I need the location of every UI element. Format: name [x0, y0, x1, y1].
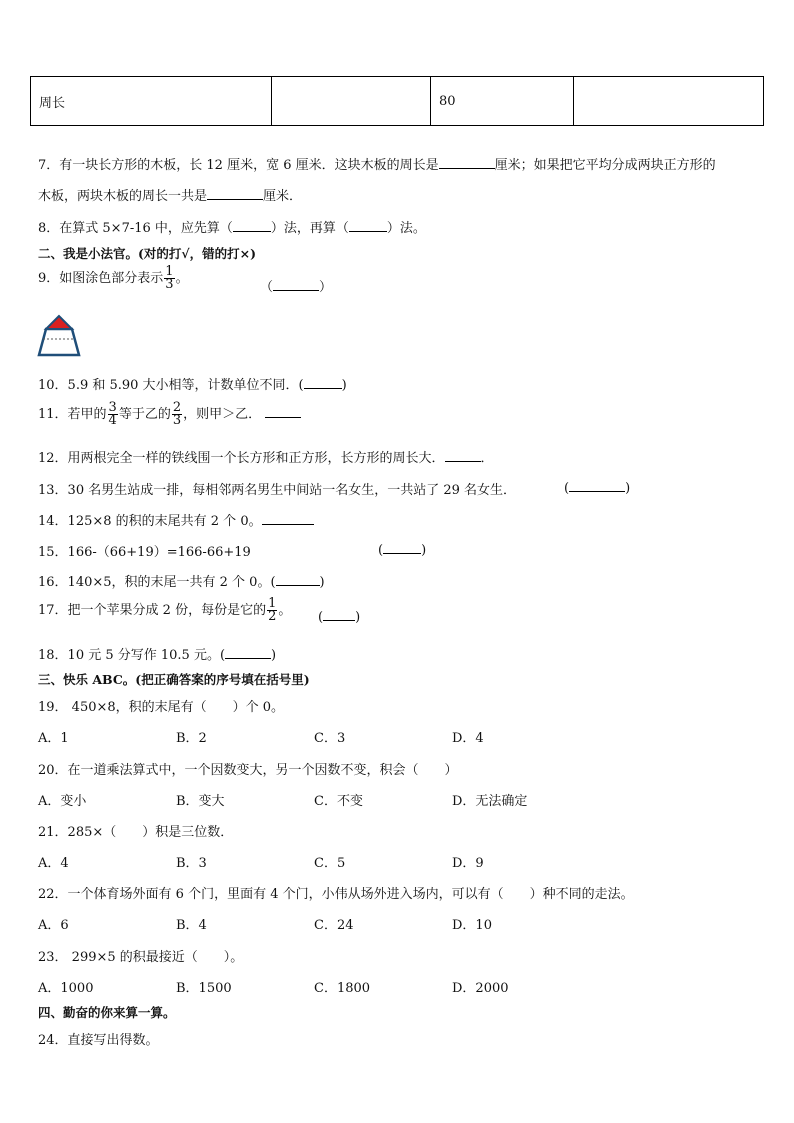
fraction: $\frac{3}{4}$	[108, 400, 117, 428]
answer-blank[interactable]	[569, 479, 625, 492]
table-cell: 80	[431, 77, 574, 126]
answer-blank[interactable]	[383, 541, 421, 554]
answer-blank[interactable]	[349, 219, 387, 232]
question-17-answer: ( )	[318, 610, 361, 625]
question-24: 24．直接写出得数。	[38, 1033, 159, 1048]
question-12: 12．用两根完全一样的铁线围一个长方形和正方形，长方形的周长大． ．	[38, 451, 494, 466]
table-cell: 周长	[31, 77, 272, 126]
option-d[interactable]: D．10	[452, 918, 492, 933]
fraction: $\frac{1}{3}$	[165, 264, 174, 292]
fraction: $\frac{1}{2}$	[268, 596, 277, 624]
question-17: 17．把一个苹果分成 2 份，每份是它的 $\frac{1}{2}$ 。	[38, 596, 292, 624]
section-4-heading: 四、勤奋的你来算一算。	[38, 1005, 176, 1020]
question-22-stem: 22．一个体育场外面有 6 个门，里面有 4 个门，小伟从场外进入场内，可以有（ ）种不同的走法。	[38, 887, 634, 902]
question-15: 15．166-（66+19）=166-66+19	[38, 545, 251, 560]
table-cell[interactable]	[574, 77, 764, 126]
section-3-heading: 三、快乐 ABC。(把正确答案的序号填在括号里)	[38, 672, 310, 687]
question-10: 10．5.9 和 5.90 大小相等，计数单位不同．( )	[38, 378, 347, 393]
option-c[interactable]: C．3	[314, 731, 346, 746]
answer-blank[interactable]	[273, 278, 319, 291]
answer-blank[interactable]	[233, 219, 271, 232]
option-a[interactable]: A．1000	[38, 981, 94, 996]
section-2-heading: 二、我是小法官。(对的打√，错的打×)	[38, 246, 257, 261]
question-7-line2: 木板，两块木板的周长一共是 厘米．	[38, 189, 303, 204]
answer-blank[interactable]	[323, 608, 355, 621]
answer-blank[interactable]	[207, 187, 263, 200]
answer-blank[interactable]	[265, 405, 301, 418]
option-d[interactable]: D．4	[452, 731, 484, 746]
option-b[interactable]: B．4	[176, 918, 207, 933]
question-19-stem: 19． 450×8，积的末尾有（ ）个 0。	[38, 700, 285, 715]
option-d[interactable]: D．9	[452, 856, 484, 871]
question-15-answer: ( )	[378, 543, 427, 558]
shaded-shape-figure	[36, 312, 82, 358]
shaded-triangle	[46, 316, 72, 329]
option-c[interactable]: C．5	[314, 856, 346, 871]
answer-blank[interactable]	[445, 449, 481, 462]
option-c[interactable]: C．不变	[314, 794, 363, 809]
question-23-stem: 23． 299×5 的积最接近（ ）。	[38, 950, 244, 965]
answer-blank[interactable]	[276, 573, 320, 586]
answer-blank[interactable]	[262, 512, 314, 525]
option-c[interactable]: C．1800	[314, 981, 371, 996]
question-7-line1: 7．有一块长方形的木板，长 12 厘米，宽 6 厘米．这块木板的周长是 厘米；如果把它平均分成两块正方形的	[38, 158, 716, 173]
question-13: 13．30 名男生站成一排，每相邻两名男生中间站一名女生，一共站了 29 名女生．	[38, 483, 517, 498]
option-d[interactable]: D．无法确定	[452, 794, 528, 809]
question-20-stem: 20．在一道乘法算式中，一个因数变大，另一个因数不变，积会（ ）	[38, 763, 458, 778]
answer-blank[interactable]	[225, 646, 271, 659]
question-13-answer: ( )	[564, 481, 631, 496]
option-b[interactable]: B．1500	[176, 981, 232, 996]
question-8: 8．在算式 5×7-16 中，应先算（ ）法，再算（ ）法。	[38, 221, 426, 236]
option-a[interactable]: A．6	[38, 918, 69, 933]
option-a[interactable]: A．变小	[38, 794, 87, 809]
question-9-answer: （ ）	[260, 280, 333, 295]
table-row	[31, 77, 764, 126]
answer-blank[interactable]	[439, 156, 495, 169]
option-b[interactable]: B．2	[176, 731, 207, 746]
option-b[interactable]: B．3	[176, 856, 207, 871]
fraction: $\frac{2}{3}$	[172, 400, 182, 428]
table-cell[interactable]	[272, 77, 431, 126]
answer-blank[interactable]	[304, 376, 342, 389]
option-a[interactable]: A．4	[38, 856, 69, 871]
question-18: 18．10 元 5 分写作 10.5 元。( )	[38, 648, 277, 663]
perimeter-table	[30, 76, 764, 126]
question-21-stem: 21．285×（ ）积是三位数．	[38, 825, 234, 840]
question-9: 9．如图涂色部分表示 $\frac{1}{3}$ 。	[38, 264, 189, 292]
trapezoid-outline	[39, 329, 79, 355]
option-b[interactable]: B．变大	[176, 794, 225, 809]
question-11: 11．若甲的 $\frac{3}{4}$ 等于乙的 $\frac{2}{3}$ ，则甲＞乙．	[38, 402, 301, 427]
option-c[interactable]: C．24	[314, 918, 354, 933]
question-14: 14．125×8 的积的末尾共有 2 个 0。	[38, 510, 314, 529]
question-16: 16．140×5，积的末尾一共有 2 个 0。( )	[38, 575, 325, 590]
option-d[interactable]: D．2000	[452, 981, 509, 996]
option-a[interactable]: A．1	[38, 731, 69, 746]
